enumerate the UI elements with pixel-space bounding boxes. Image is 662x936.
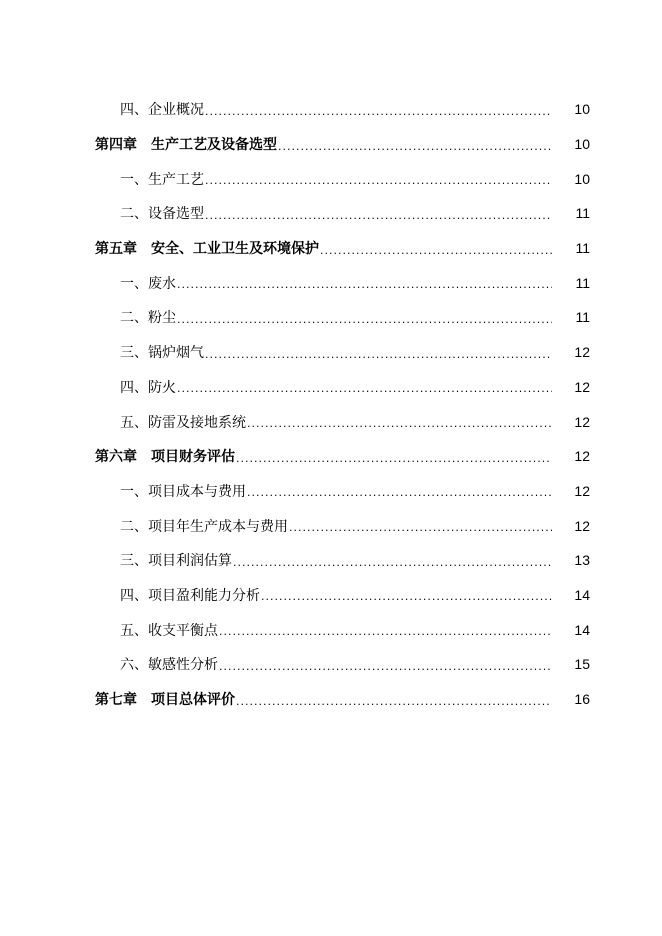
- toc-entry[interactable]: [0, 265, 662, 300]
- toc-page-number: 10: [574, 101, 590, 118]
- chapter-number: 第六章: [95, 449, 137, 466]
- toc-page-number: 10: [574, 136, 590, 153]
- toc-entry[interactable]: [0, 647, 662, 682]
- toc-page-number: 13: [574, 552, 590, 569]
- dot-leader: [205, 105, 552, 118]
- toc-page-number: 12: [574, 344, 590, 361]
- toc-page-number: 12: [574, 517, 590, 534]
- dot-leader: [205, 348, 552, 361]
- toc-entry[interactable]: [0, 300, 662, 335]
- toc-entry-label: 一、废水: [120, 275, 176, 292]
- dot-leader: [247, 417, 552, 430]
- toc-entry[interactable]: [0, 578, 662, 613]
- chapter-number: 第四章: [95, 137, 137, 154]
- dot-leader: [247, 486, 552, 499]
- toc-entry[interactable]: [0, 404, 662, 439]
- dot-leader: [205, 174, 552, 187]
- chapter-title: 生产工艺及设备选型: [151, 137, 277, 154]
- dot-leader: [261, 590, 552, 603]
- toc-chapter-label: [95, 134, 277, 154]
- toc-chapter-label: [95, 446, 235, 466]
- toc-page-number: 11: [575, 274, 590, 291]
- toc-entry[interactable]: [0, 508, 662, 543]
- toc-chapter[interactable]: [0, 231, 662, 266]
- toc-chapter[interactable]: [0, 439, 662, 474]
- toc-page-number: 12: [574, 378, 590, 395]
- toc-entry[interactable]: [0, 370, 662, 405]
- toc-entry-label: 五、防雷及接地系统: [120, 414, 246, 431]
- toc-page-number: 16: [574, 691, 590, 708]
- toc-chapter-label: [95, 238, 319, 258]
- dot-leader: [219, 660, 552, 673]
- toc-entry-label: 三、锅炉烟气: [120, 345, 204, 362]
- toc-entry[interactable]: [0, 612, 662, 647]
- toc-entry[interactable]: [0, 92, 662, 127]
- toc-chapter[interactable]: [0, 127, 662, 162]
- toc-entry-label: 五、收支平衡点: [120, 622, 218, 639]
- toc-chapter[interactable]: [0, 682, 662, 717]
- dot-leader: [320, 244, 552, 257]
- toc-page-number: 11: [575, 309, 590, 326]
- toc-page-number: 11: [575, 240, 590, 257]
- toc-entry-label: 四、企业概况: [120, 102, 204, 119]
- dot-leader: [233, 556, 552, 569]
- toc-page-number: 10: [574, 170, 590, 187]
- toc-entry[interactable]: [0, 543, 662, 578]
- dot-leader: [177, 313, 552, 326]
- chapter-title: 安全、工业卫生及环境保护: [151, 241, 319, 258]
- toc-entry[interactable]: [0, 335, 662, 370]
- dot-leader: [289, 521, 552, 534]
- toc-entry-label: 二、设备选型: [120, 206, 204, 223]
- toc-entry-label: 一、项目成本与费用: [120, 483, 246, 500]
- table-of-contents: [0, 92, 662, 716]
- toc-entry-label: 二、项目年生产成本与费用: [120, 518, 288, 535]
- toc-entry-label: 四、项目盈利能力分析: [120, 587, 260, 604]
- toc-entry-label: 三、项目利润估算: [120, 553, 232, 570]
- toc-chapter-label: [95, 689, 235, 709]
- dot-leader: [278, 140, 552, 153]
- dot-leader: [236, 452, 552, 465]
- dot-leader: [177, 278, 552, 291]
- toc-entry-label: 二、粉尘: [120, 310, 176, 327]
- dot-leader: [177, 382, 552, 395]
- toc-entry-label: 四、防火: [120, 379, 176, 396]
- chapter-number: 第七章: [95, 692, 137, 709]
- dot-leader: [205, 209, 552, 222]
- toc-page-number: 14: [574, 586, 590, 603]
- toc-page-number: 14: [574, 621, 590, 638]
- toc-page-number: 11: [575, 205, 590, 222]
- toc-page-number: 12: [574, 448, 590, 465]
- toc-page-number: 12: [574, 413, 590, 430]
- toc-entry-label: 六、敏感性分析: [120, 657, 218, 674]
- chapter-title: 项目财务评估: [151, 449, 235, 466]
- toc-page-number: 12: [574, 482, 590, 499]
- chapter-number: 第五章: [95, 241, 137, 258]
- dot-leader: [219, 625, 552, 638]
- chapter-title: 项目总体评价: [151, 692, 235, 709]
- toc-entry[interactable]: [0, 474, 662, 509]
- toc-entry-label: 一、生产工艺: [120, 171, 204, 188]
- dot-leader: [236, 695, 552, 708]
- toc-entry[interactable]: [0, 161, 662, 196]
- toc-entry[interactable]: [0, 196, 662, 231]
- toc-page-number: 15: [574, 656, 590, 673]
